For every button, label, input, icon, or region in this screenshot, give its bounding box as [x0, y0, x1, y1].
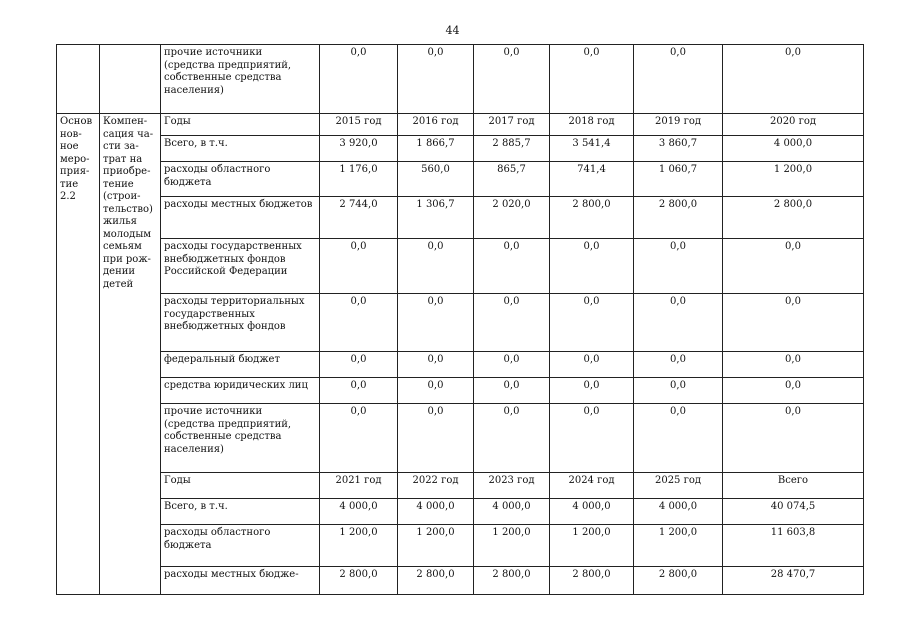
amount-cell: 1 200,0 [320, 525, 398, 567]
years-header-label: Годы [161, 473, 320, 499]
year-header-cell: 2015 год [320, 114, 398, 136]
year-header-cell: Всего [723, 473, 864, 499]
amount-cell: 0,0 [398, 239, 474, 294]
amount-cell: 0,0 [550, 352, 634, 378]
empty-cell [57, 45, 100, 114]
amount-cell: 0,0 [320, 294, 398, 352]
event-name-line: жилья [103, 216, 137, 227]
event-line: тие [60, 178, 79, 190]
amount-cell: 4 000,0 [474, 499, 550, 525]
table-row [57, 45, 864, 114]
year-header-cell: 2023 год [474, 473, 550, 499]
event-line: ное [60, 141, 79, 152]
amount-cell: 2 020,0 [474, 197, 550, 239]
event-name-line: дении [103, 266, 136, 277]
event-name-cell [100, 114, 161, 595]
amount-cell: 0,0 [723, 239, 864, 294]
amount-cell: 0,0 [634, 45, 723, 114]
amount-cell: 3 860,7 [634, 136, 723, 162]
amount-cell: 2 800,0 [634, 197, 723, 239]
amount-cell: 4 000,0 [550, 499, 634, 525]
amount-cell: 741,4 [550, 162, 634, 197]
amount-cell: 0,0 [550, 404, 634, 473]
amount-cell: 1 306,7 [398, 197, 474, 239]
funding-source-label: прочие источники (средства предприятий, собственные средства населения) [161, 404, 320, 473]
event-line: прия- [60, 166, 90, 177]
amount-cell: 0,0 [634, 352, 723, 378]
amount-cell: 0,0 [320, 239, 398, 294]
amount-cell: 0,0 [550, 45, 634, 114]
year-header-cell: 2020 год [723, 114, 864, 136]
funding-source-label: Всего, в т.ч. [161, 136, 320, 162]
amount-cell: 0,0 [320, 352, 398, 378]
years-header-label: Годы [161, 114, 320, 136]
amount-cell: 865,7 [474, 162, 550, 197]
amount-cell: 0,0 [398, 294, 474, 352]
amount-cell: 560,0 [398, 162, 474, 197]
amount-cell: 0,0 [320, 45, 398, 114]
amount-cell: 0,0 [634, 294, 723, 352]
year-header-cell: 2021 год [320, 473, 398, 499]
amount-cell: 40 074,5 [723, 499, 864, 525]
amount-cell: 4 000,0 [398, 499, 474, 525]
funding-source-label: Всего, в т.ч. [161, 499, 320, 525]
event-name-line: сти за- [103, 141, 139, 152]
event-name-line: приобре- [103, 166, 151, 177]
event-line: меро- [60, 153, 90, 165]
table-row [57, 473, 864, 499]
amount-cell: 1 060,7 [634, 162, 723, 197]
table-row [57, 239, 864, 294]
table-row [57, 378, 864, 404]
funding-source-label: федеральный бюджет [161, 352, 320, 378]
amount-cell: 11 603,8 [723, 525, 864, 567]
event-name-line: при рож- [103, 253, 151, 265]
budget-table [56, 44, 864, 595]
funding-source-label: расходы государственных внебюджетных фондов Российской Федерации [161, 239, 320, 294]
amount-cell: 2 800,0 [550, 197, 634, 239]
amount-cell: 2 800,0 [723, 197, 864, 239]
funding-source-label: расходы областного бюджета [161, 525, 320, 567]
empty-cell [100, 45, 161, 114]
table-row [57, 197, 864, 239]
amount-cell: 0,0 [550, 239, 634, 294]
year-header-cell: 2024 год [550, 473, 634, 499]
page-number: 44 [445, 24, 460, 37]
year-header-cell: 2018 год [550, 114, 634, 136]
amount-cell: 2 885,7 [474, 136, 550, 162]
amount-cell: 0,0 [398, 45, 474, 114]
amount-cell: 2 800,0 [474, 567, 550, 595]
amount-cell: 1 200,0 [474, 525, 550, 567]
budget-table-body [57, 45, 864, 595]
event-line: 2.2 [60, 191, 76, 202]
amount-cell: 0,0 [550, 294, 634, 352]
amount-cell: 0,0 [398, 378, 474, 404]
amount-cell: 0,0 [634, 404, 723, 473]
event-name-line: детей [103, 278, 134, 290]
year-header-cell: 2025 год [634, 473, 723, 499]
amount-cell: 3 920,0 [320, 136, 398, 162]
amount-cell: 1 200,0 [398, 525, 474, 567]
table-row [57, 136, 864, 162]
event-name-line: молодым [103, 228, 152, 240]
event-name-line: тение [103, 178, 134, 190]
event-name-line: сация ча- [103, 128, 154, 140]
funding-source-label: средства юридических лиц [161, 378, 320, 404]
event-name-line: трат на [103, 153, 143, 165]
amount-cell: 1 866,7 [398, 136, 474, 162]
amount-cell: 0,0 [723, 352, 864, 378]
amount-cell: 1 200,0 [550, 525, 634, 567]
amount-cell: 0,0 [474, 239, 550, 294]
amount-cell: 0,0 [398, 352, 474, 378]
table-row [57, 404, 864, 473]
year-header-cell: 2017 год [474, 114, 550, 136]
amount-cell: 3 541,4 [550, 136, 634, 162]
table-row [57, 162, 864, 197]
event-name-line: Компен- [103, 116, 148, 127]
event-name-line: (строи- [103, 191, 141, 202]
table-row [57, 294, 864, 352]
event-name-line: тельство) [103, 203, 153, 215]
year-header-cell: 2019 год [634, 114, 723, 136]
amount-cell: 2 744,0 [320, 197, 398, 239]
amount-cell: 4 000,0 [634, 499, 723, 525]
amount-cell: 1 200,0 [723, 162, 864, 197]
amount-cell: 0,0 [474, 45, 550, 114]
amount-cell: 0,0 [634, 239, 723, 294]
amount-cell: 2 800,0 [634, 567, 723, 595]
amount-cell: 1 176,0 [320, 162, 398, 197]
amount-cell: 0,0 [474, 294, 550, 352]
year-header-cell: 2022 год [398, 473, 474, 499]
table-row [57, 567, 864, 595]
event-line: Основ [60, 116, 93, 127]
amount-cell: 2 800,0 [550, 567, 634, 595]
amount-cell: 0,0 [474, 352, 550, 378]
event-name-line: семьям [103, 241, 142, 252]
table-row [57, 499, 864, 525]
funding-source-label: расходы территориальных государственных внебюджетных фондов [161, 294, 320, 352]
table-row [57, 352, 864, 378]
amount-cell: 0,0 [320, 404, 398, 473]
amount-cell: 0,0 [474, 378, 550, 404]
table-row [57, 114, 864, 136]
amount-cell: 0,0 [634, 378, 723, 404]
table-row [57, 525, 864, 567]
amount-cell: 0,0 [723, 294, 864, 352]
amount-cell: 0,0 [723, 45, 864, 114]
amount-cell: 0,0 [723, 404, 864, 473]
amount-cell: 2 800,0 [398, 567, 474, 595]
amount-cell: 0,0 [723, 378, 864, 404]
year-header-cell: 2016 год [398, 114, 474, 136]
funding-source-label: расходы местных бюдже- [161, 567, 320, 595]
event-line: нов- [60, 128, 82, 140]
amount-cell: 1 200,0 [634, 525, 723, 567]
amount-cell: 0,0 [474, 404, 550, 473]
event-number-cell [57, 114, 100, 595]
amount-cell: 4 000,0 [320, 499, 398, 525]
funding-source-label: расходы областного бюджета [161, 162, 320, 197]
amount-cell: 28 470,7 [723, 567, 864, 595]
amount-cell: 2 800,0 [320, 567, 398, 595]
funding-source-label: расходы местных бюджетов [161, 197, 320, 239]
amount-cell: 0,0 [550, 378, 634, 404]
amount-cell: 4 000,0 [723, 136, 864, 162]
amount-cell: 0,0 [320, 378, 398, 404]
funding-source-label: прочие источники (средства предприятий, собственные средства населения) [161, 45, 320, 114]
amount-cell: 0,0 [398, 404, 474, 473]
